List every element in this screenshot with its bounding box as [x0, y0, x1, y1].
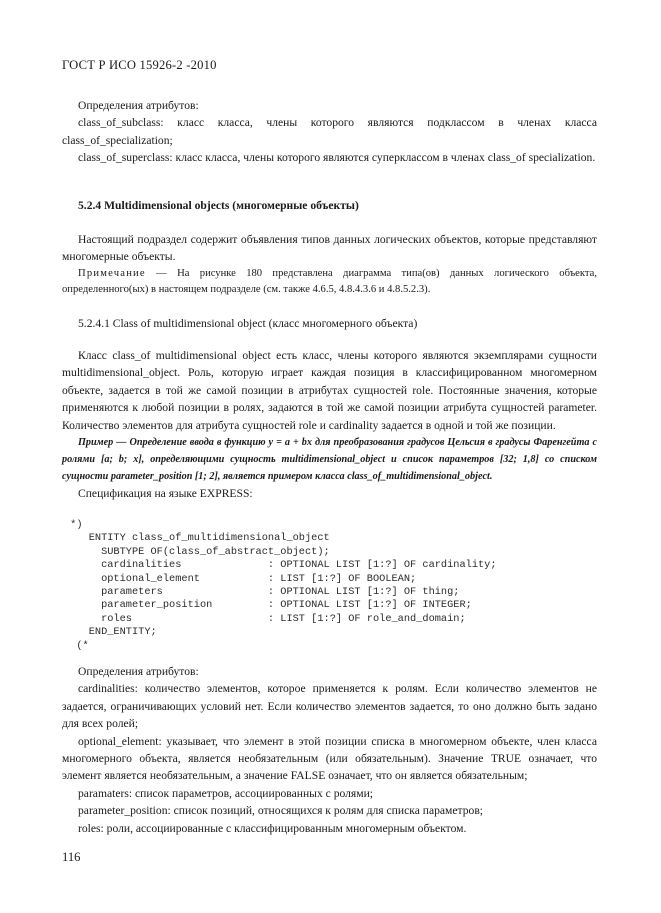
subsection-heading-5-2-4-1: [62, 315, 597, 332]
attribute-definitions-2: [62, 663, 597, 837]
definition-item: paramaters: список параметров, ассоциированных с ролями;: [78, 786, 374, 800]
express-spec-label: Спецификация на языке EXPRESS:: [78, 487, 253, 501]
definition-item: class_of_superclass: класс класса, члены которого являются суперклассом в членах class_of specialization.: [78, 151, 596, 165]
express-code-block: [64, 519, 599, 653]
note-paragraph: [62, 266, 597, 298]
definition-item: class_of_subclass: класс класса, члены которого являются подклассом в членах класса class_of_specialization;: [62, 116, 597, 147]
note-text: — На рисунке 180 представлена диаграмма типа(ов) данных логического объекта, определенного(ых) в настоящем подразделе (см. также 4.6.5, 4.8.4.3.6 и 4.8.5.2.3).: [62, 267, 597, 295]
definition-item: optional_element: указывает, что элемент в этой позиции списка в многомерном объекте, член класса многомерного объекта, является необязательным (или обязательным). Значение TRUE означает, что элемент является необязательным, а значение FALSE означает, что он является обязательным;: [62, 734, 597, 783]
note-label: Примечание: [78, 267, 146, 279]
example-paragraph: Пример — Определение ввода в функцию y = a + bx для преобразования градусов Цельсия в градусы Фаренгейта с ролями [a; b; x], определяющими сущность multidimensional_object и список параметров [32; 1,8] со списком сущности parameter_position [1; 2], является примером класса class_of_multidimensional_object.: [62, 437, 597, 483]
definitions-intro: Определения атрибутов:: [78, 99, 199, 112]
section-heading-5-2-4: [62, 197, 597, 214]
subsection-paragraph: Класс class_of multidimensional object есть класс, члены которого являются экземплярами сущности multidimensional_object. Роль, которую играет каждая позиция в классифицированном многомерном объекте, задается в той же самой позиции в атрибутах сущностей role. Постоянные значения, которые применяются к любой позиции в ролях, задаются в той же самой позиции атрибута сущностей parameter. Количество элементов для атрибута сущностей role и cardinality задается в одной и той же позиции.: [62, 349, 597, 432]
subsection-heading: 5.2.4.1 Class of multidimensional object (класс многомерного объекта): [78, 317, 418, 330]
definition-item: cardinalities: количество элементов, которое применяется к ролям. Если количество элементов не задается, ограничивающих условий нет. Если количество элементов задается, то оно должно быть задано для всех ролей;: [62, 682, 597, 731]
attribute-definitions-1: [62, 97, 597, 167]
subsection-body: [62, 347, 597, 502]
definition-item: parameter_position: список позиций, относящихся к ролям для списка параметров;: [78, 804, 484, 818]
section-heading: 5.2.4 Multidimensional objects (многомерные объекты): [78, 199, 359, 212]
document-header: ГОСТ Р ИСО 15926-2 -2010: [62, 58, 217, 72]
definitions-intro: Определения атрибутов:: [78, 665, 199, 678]
page-number: 116: [62, 850, 81, 864]
section-intro: [62, 231, 597, 298]
express-code: *) ENTITY class_of_multidimensional_object SUBTYPE OF(class_of_abstract_object); cardinalities : OPTIONAL LIST [1:?] OF cardinality; optional_element : LIST [1:?] OF BOOLEAN; parameters : OPTIONAL LIST [1:?] OF thing; parameter_position : OPTIONAL LIST [1:?] OF INTEGER; roles : LIST [1:?] OF role_and_domain; END_ENTITY; (*: [70, 519, 497, 652]
section-paragraph: Настоящий подраздел содержит объявления типов данных логических объектов, которые представляют многомерные объекты.: [62, 233, 597, 264]
definition-item: roles: роли, ассоциированные с классифицированным многомерным объектом.: [78, 821, 467, 835]
